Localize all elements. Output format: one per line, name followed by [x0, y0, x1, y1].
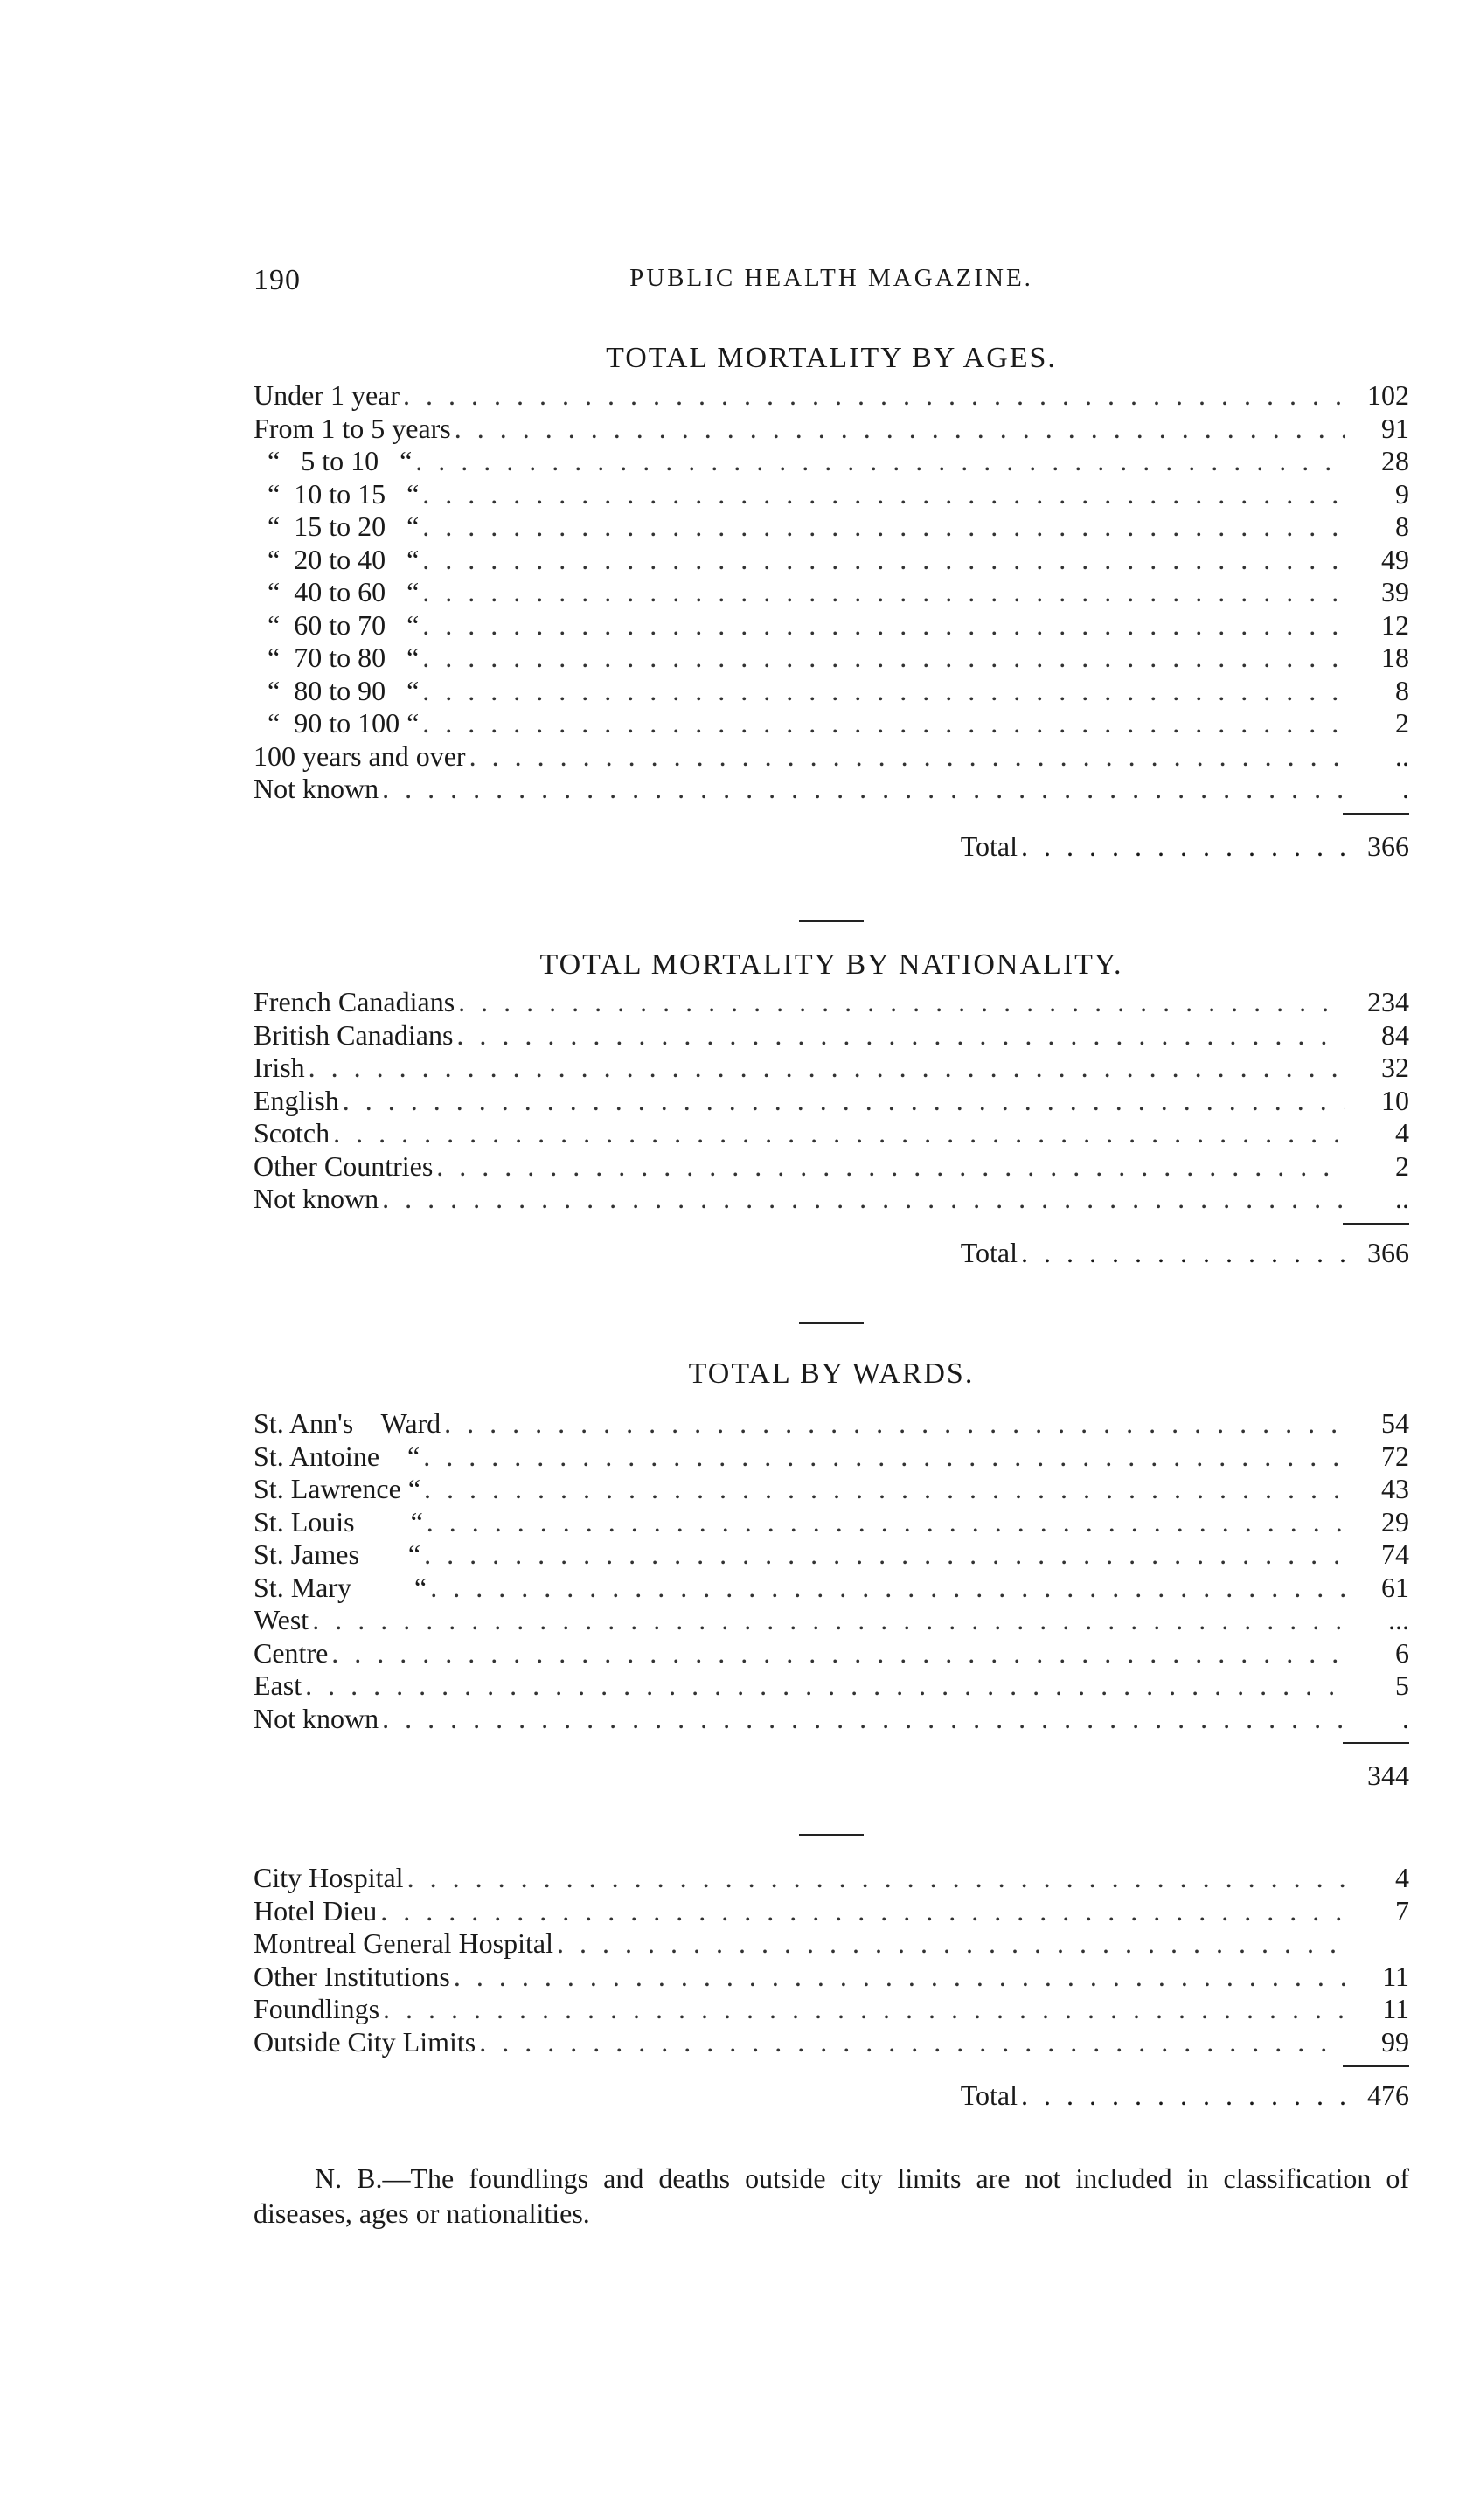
wards-table	[254, 1407, 1409, 1735]
row-value: ..	[1395, 1183, 1409, 1214]
dot-leader	[333, 1117, 1345, 1150]
table-row	[254, 1019, 1409, 1052]
total-value: 366	[1367, 1236, 1409, 1268]
row-label: Outside City Limits	[254, 2025, 476, 2058]
row-label: “ 70 to 80 “	[254, 642, 420, 673]
total-value: 476	[1367, 2079, 1409, 2111]
row-label: “ 15 to 20 “	[254, 510, 420, 542]
dot-leader	[458, 986, 1345, 1019]
row-label: Not known	[254, 1702, 379, 1734]
dot-leader	[427, 1506, 1345, 1539]
dot-leader	[422, 478, 1345, 511]
dot-leader	[444, 1407, 1345, 1440]
table-row	[254, 478, 1409, 511]
row-value: 234	[1367, 986, 1409, 1017]
row-value: 91	[1381, 412, 1409, 444]
row-value: 8	[1395, 674, 1409, 706]
row-value: 4	[1395, 1862, 1409, 1893]
row-label: East	[254, 1670, 302, 1701]
ages-section	[254, 337, 1409, 865]
dot-leader	[312, 1604, 1345, 1637]
footnote-text: N. B.—The foundlings and deaths outside city limits are not included in classification of diseases, ages or nationalities.	[254, 2162, 1409, 2229]
sum-rule	[1343, 1223, 1409, 1225]
dot-leader	[1021, 2076, 1345, 2114]
table-row	[254, 544, 1409, 577]
total-label: Total	[960, 2079, 1018, 2111]
row-label: “ 60 to 70 “	[254, 608, 420, 641]
table-row	[254, 1862, 1409, 1895]
row-label: British Canadians	[254, 1018, 454, 1051]
dot-leader	[382, 773, 1345, 806]
row-label: Not known	[254, 1183, 379, 1214]
table-row	[254, 1927, 1409, 1961]
dot-leader	[422, 609, 1345, 642]
row-label: “ 20 to 40 “	[254, 543, 420, 575]
wards-section	[254, 1353, 1409, 1795]
row-value: 11	[1382, 1960, 1409, 1992]
row-value: 61	[1381, 1571, 1409, 1603]
row-label: St. Lawrence “	[254, 1473, 421, 1504]
row-value: 74	[1381, 1538, 1409, 1570]
row-label: St. James “	[254, 1538, 421, 1570]
dot-leader	[343, 1085, 1345, 1118]
dot-leader	[424, 1538, 1345, 1572]
table-row	[254, 1085, 1409, 1118]
row-value: 102	[1367, 379, 1409, 411]
institutions-section	[254, 1862, 1409, 2114]
row-label: “ 40 to 60 “	[254, 576, 420, 607]
dot-leader	[331, 1637, 1345, 1670]
row-label: St. Louis “	[254, 1505, 423, 1538]
ages-table	[254, 379, 1409, 806]
dot-leader	[469, 740, 1345, 774]
table-row	[254, 642, 1409, 675]
dot-leader	[455, 413, 1345, 446]
row-label: English	[254, 1084, 339, 1116]
row-label: “ 80 to 90 “	[254, 674, 420, 706]
table-row	[254, 1538, 1409, 1572]
dot-leader	[309, 1052, 1345, 1085]
total-label: Total	[960, 1236, 1018, 1268]
footnote	[254, 2161, 1409, 2231]
sum-rule	[1343, 2065, 1409, 2067]
institutions-table	[254, 1862, 1409, 2058]
table-row	[254, 740, 1409, 774]
row-label: “ 5 to 10 “	[254, 445, 413, 476]
row-label: Other Institutions	[254, 1960, 450, 1992]
dot-leader	[422, 642, 1345, 675]
row-label: Irish	[254, 1052, 305, 1083]
section-divider	[799, 1834, 864, 1836]
row-value: 5	[1395, 1670, 1409, 1701]
row-label: Not known	[254, 773, 379, 804]
section-divider	[799, 1322, 864, 1324]
row-value: 28	[1381, 445, 1409, 476]
row-value: 18	[1381, 642, 1409, 673]
institutions-total-row	[254, 2076, 1409, 2114]
row-label: French Canadians	[254, 986, 455, 1017]
dot-leader	[422, 510, 1345, 544]
dot-leader	[403, 379, 1345, 413]
dot-leader	[436, 1150, 1345, 1184]
dot-leader	[424, 1473, 1345, 1506]
table-row	[254, 1150, 1409, 1184]
dot-leader	[422, 576, 1345, 609]
dot-leader	[1021, 1233, 1345, 1272]
row-value: .	[1402, 773, 1409, 804]
running-head: PUBLIC HEALTH MAGAZINE.	[629, 264, 1033, 292]
row-label: “ 90 to 100 “	[254, 707, 420, 739]
table-row	[254, 1052, 1409, 1085]
row-value: 6	[1395, 1636, 1409, 1669]
row-value: ...	[1388, 1604, 1409, 1635]
row-value: 11	[1382, 1993, 1409, 2024]
row-label: St. Antoine “	[254, 1440, 420, 1472]
table-row	[254, 1506, 1409, 1539]
table-row	[254, 1440, 1409, 1474]
dot-leader	[382, 1703, 1345, 1736]
table-row	[254, 1895, 1409, 1928]
row-label: St. Ann's Ward	[254, 1407, 441, 1439]
table-row	[254, 707, 1409, 740]
table-row	[254, 1993, 1409, 2026]
row-value: 10	[1381, 1084, 1409, 1116]
row-label: From 1 to 5 years	[254, 412, 451, 444]
dot-leader	[382, 1183, 1345, 1216]
row-label: Centre	[254, 1636, 329, 1669]
dot-leader	[415, 445, 1345, 478]
table-row	[254, 773, 1409, 806]
dot-leader	[422, 675, 1345, 708]
table-row	[254, 1961, 1409, 1994]
table-row	[254, 1117, 1409, 1150]
row-value: 8	[1395, 510, 1409, 542]
row-label: Other Countries	[254, 1149, 434, 1182]
nationality-title: TOTAL MORTALITY BY NATIONALITY.	[539, 948, 1123, 981]
row-value: 43	[1381, 1473, 1409, 1504]
row-label: “ 10 to 15 “	[254, 477, 420, 510]
row-value: 29	[1381, 1505, 1409, 1538]
table-row	[254, 1637, 1409, 1670]
row-label: 100 years and over	[254, 739, 466, 772]
row-label: Under 1 year	[254, 379, 400, 411]
row-value: 9	[1395, 477, 1409, 510]
nationality-table	[254, 986, 1409, 1216]
row-value: 12	[1381, 608, 1409, 641]
table-row	[254, 1183, 1409, 1216]
table-row	[254, 1407, 1409, 1440]
page-header	[254, 264, 1409, 299]
dot-leader	[454, 1961, 1345, 1994]
row-value: 7	[1395, 1894, 1409, 1926]
row-label: Scotch	[254, 1117, 330, 1149]
dot-leader	[305, 1670, 1345, 1703]
row-value: 84	[1381, 1018, 1409, 1051]
row-value: .	[1402, 1702, 1409, 1734]
row-value: 32	[1381, 1052, 1409, 1083]
dot-leader	[456, 1019, 1345, 1052]
dot-leader	[380, 1895, 1345, 1928]
table-row	[254, 576, 1409, 609]
table-row	[254, 675, 1409, 708]
dot-leader	[422, 544, 1345, 577]
dot-leader	[422, 707, 1345, 740]
table-row	[254, 1572, 1409, 1605]
nationality-section	[254, 944, 1409, 1272]
section-divider	[799, 920, 864, 922]
table-row	[254, 2026, 1409, 2059]
sum-rule	[1343, 813, 1409, 815]
row-value: 54	[1381, 1407, 1409, 1439]
table-row	[254, 1604, 1409, 1637]
dot-leader	[423, 1440, 1345, 1474]
table-row	[254, 609, 1409, 642]
row-value: 2	[1395, 1149, 1409, 1182]
row-label: City Hospital	[254, 1862, 404, 1893]
row-value: 39	[1381, 576, 1409, 607]
row-value: 4	[1395, 1117, 1409, 1149]
sum-rule	[1343, 1742, 1409, 1744]
dot-leader	[407, 1862, 1345, 1895]
table-row	[254, 1473, 1409, 1506]
dot-leader	[1021, 827, 1345, 865]
table-row	[254, 413, 1409, 446]
row-label: Montreal General Hospital	[254, 1927, 553, 1959]
nationality-total-row	[254, 1233, 1409, 1272]
row-value: 49	[1381, 543, 1409, 575]
table-row	[254, 1670, 1409, 1703]
wards-title: TOTAL BY WARDS.	[688, 1357, 975, 1390]
total-value: 366	[1367, 830, 1409, 862]
table-row	[254, 510, 1409, 544]
table-row	[254, 986, 1409, 1019]
table-row	[254, 379, 1409, 413]
dot-leader	[383, 1993, 1345, 2026]
row-value: ..	[1395, 739, 1409, 772]
page-number: 190	[254, 264, 301, 296]
row-label: Hotel Dieu	[254, 1894, 378, 1926]
row-label: West	[254, 1604, 309, 1635]
dot-leader	[557, 1927, 1345, 1961]
row-value: 72	[1381, 1440, 1409, 1472]
dot-leader	[430, 1572, 1345, 1605]
table-row	[254, 1703, 1409, 1736]
row-value: 2	[1395, 707, 1409, 739]
dot-leader	[479, 2026, 1345, 2059]
table-row	[254, 445, 1409, 478]
ages-title: TOTAL MORTALITY BY AGES.	[606, 342, 1057, 374]
wards-sum: 344	[1367, 1760, 1409, 1791]
ages-total-row	[254, 827, 1409, 865]
row-label: Foundlings	[254, 1993, 380, 2024]
row-value: 99	[1381, 2025, 1409, 2058]
row-label: St. Mary “	[254, 1571, 427, 1603]
total-label: Total	[960, 830, 1018, 862]
